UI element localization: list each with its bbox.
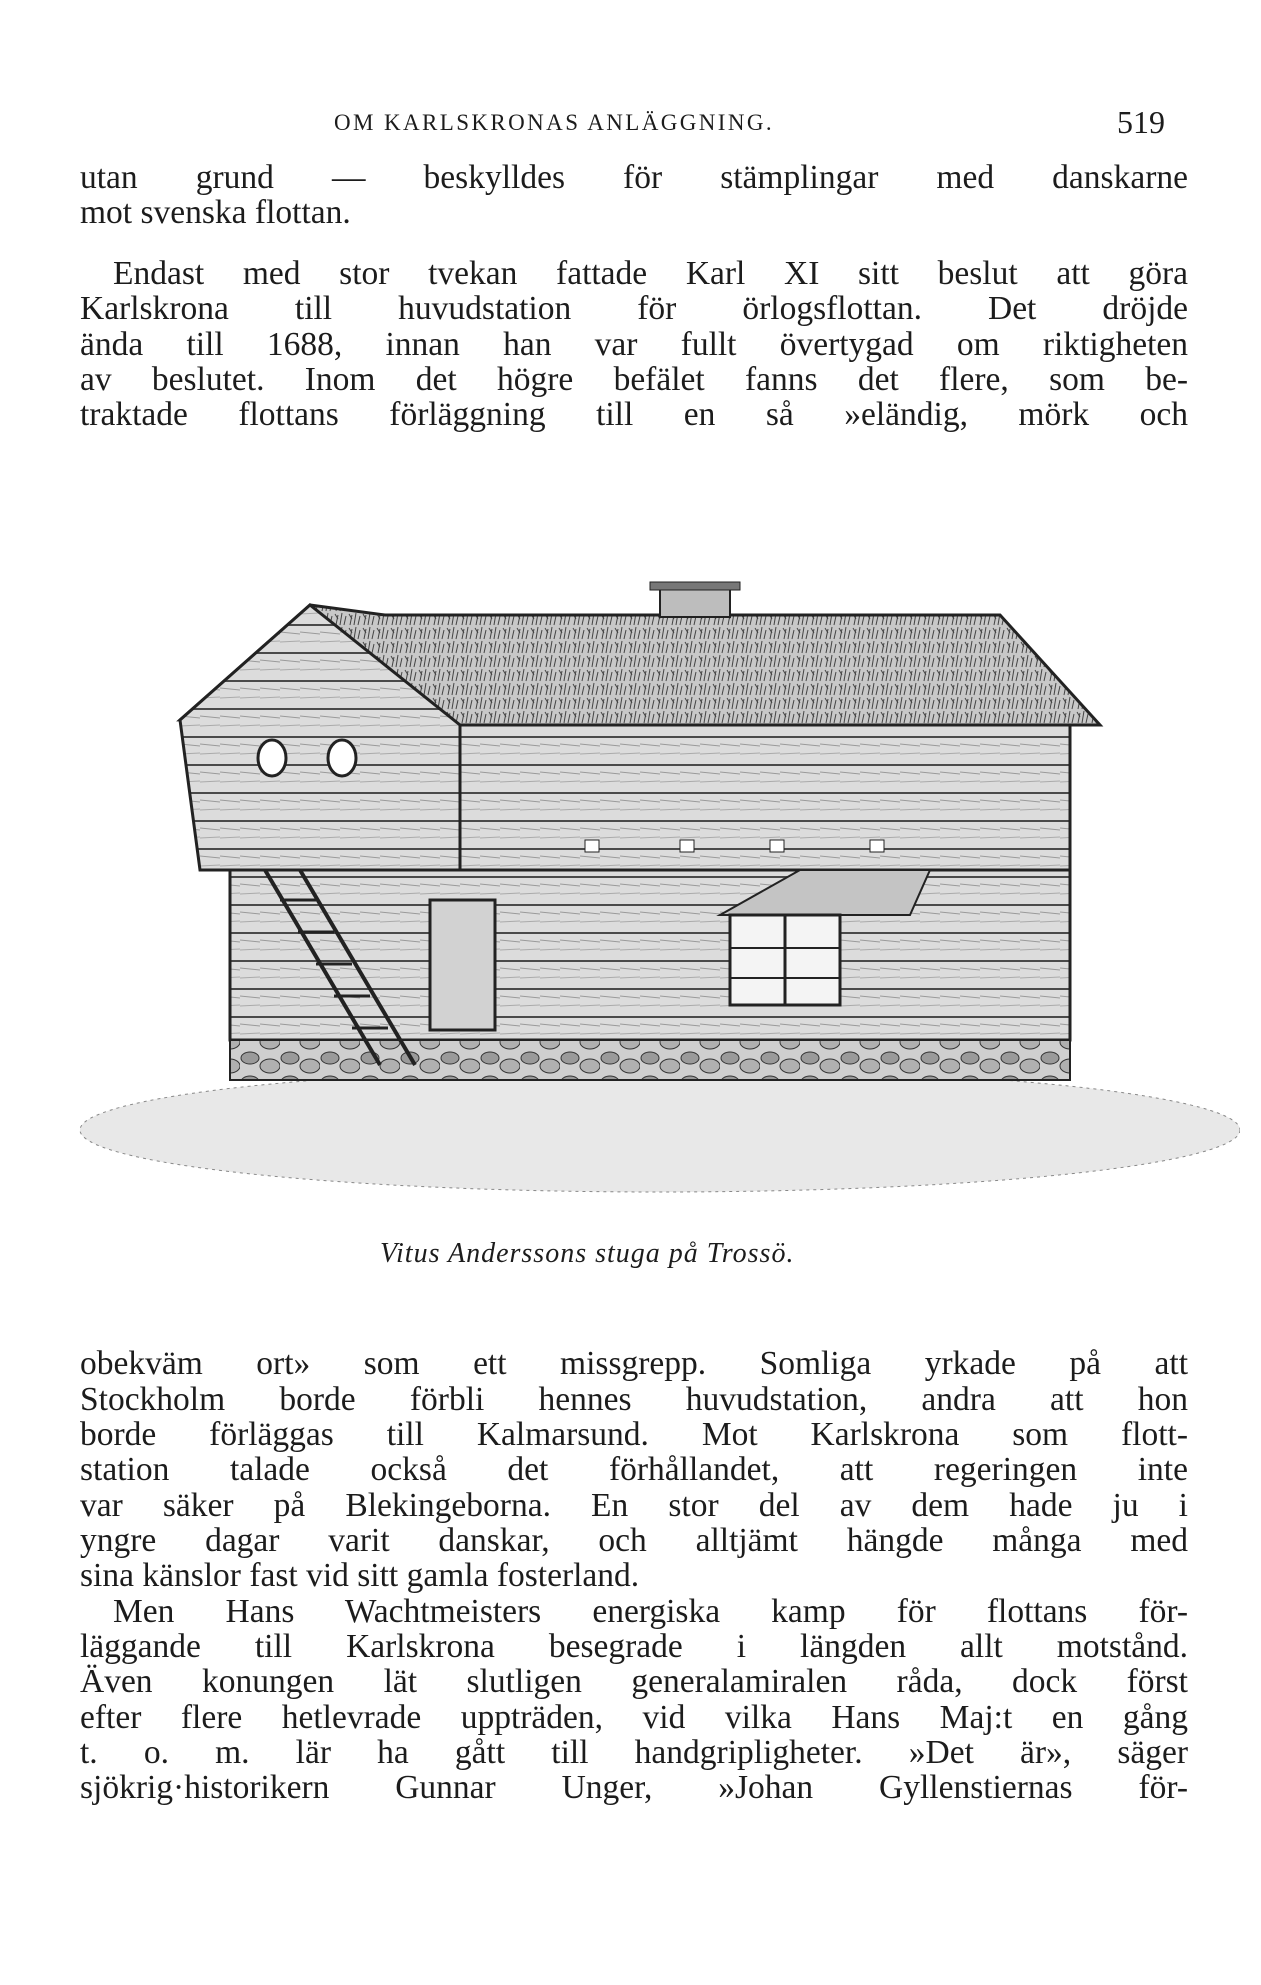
- text-line: var säker på Blekingeborna. En stor del av dem hade ju i: [80, 1487, 1188, 1524]
- text-line: Även konungen lät slutligen generalamiralen råda, dock först: [80, 1663, 1188, 1700]
- page-number: 519: [1117, 104, 1165, 140]
- text-line: av beslutet. Inom det högre befälet fanns det flere, som be-: [80, 361, 1188, 398]
- text-line: läggande till Karlskrona besegrade i längden allt motstånd.: [80, 1628, 1188, 1665]
- text-line: t. o. m. lär ha gått till handgripligheter. »Det är», säger: [80, 1734, 1188, 1771]
- text-line: borde förläggas till Kalmarsund. Mot Karlskrona som flott-: [80, 1416, 1188, 1453]
- text-line: station talade också det förhållandet, att regeringen inte: [80, 1451, 1188, 1488]
- text-line: Karlskrona till huvudstation för örlogsflottan. Det dröjde: [80, 290, 1188, 327]
- text-line: ända till 1688, innan han var fullt övertygad om riktigheten: [80, 326, 1188, 363]
- log-cabin-illustration: [40, 570, 1240, 1210]
- text-line: Stockholm borde förbli hennes huvudstation, andra att hon: [80, 1381, 1188, 1418]
- text-line: utan grund — beskylldes för stämplingar med danskarne: [80, 159, 1188, 196]
- text-line: efter flere hetlevrade uppträden, vid vilka Hans Maj:t en gång: [80, 1699, 1188, 1736]
- text-line: Men Hans Wachtmeisters energiska kamp för flottans för-: [113, 1593, 1188, 1630]
- text-line: obekväm ort» som ett missgrepp. Somliga yrkade på att: [80, 1345, 1188, 1382]
- text-line: yngre dagar varit danskar, och alltjämt hängde många med: [80, 1522, 1188, 1559]
- running-head: OM KARLSKRONAS ANLÄGGNING.: [334, 110, 775, 135]
- text-line: mot svenska flottan.: [80, 194, 351, 231]
- text-line: traktade flottans förläggning till en så »eländig, mörk och: [80, 396, 1188, 433]
- figure-caption: Vitus Anderssons stuga på Trossö.: [380, 1238, 795, 1269]
- text-line: sjökrig·historikern Gunnar Unger, »Johan Gyllenstiernas för-: [80, 1769, 1188, 1806]
- text-line: sina känslor fast vid sitt gamla fosterland.: [80, 1557, 640, 1594]
- text-line: Endast med stor tvekan fattade Karl XI sitt beslut att göra: [113, 255, 1188, 292]
- cabin-illustration: [40, 570, 1240, 1210]
